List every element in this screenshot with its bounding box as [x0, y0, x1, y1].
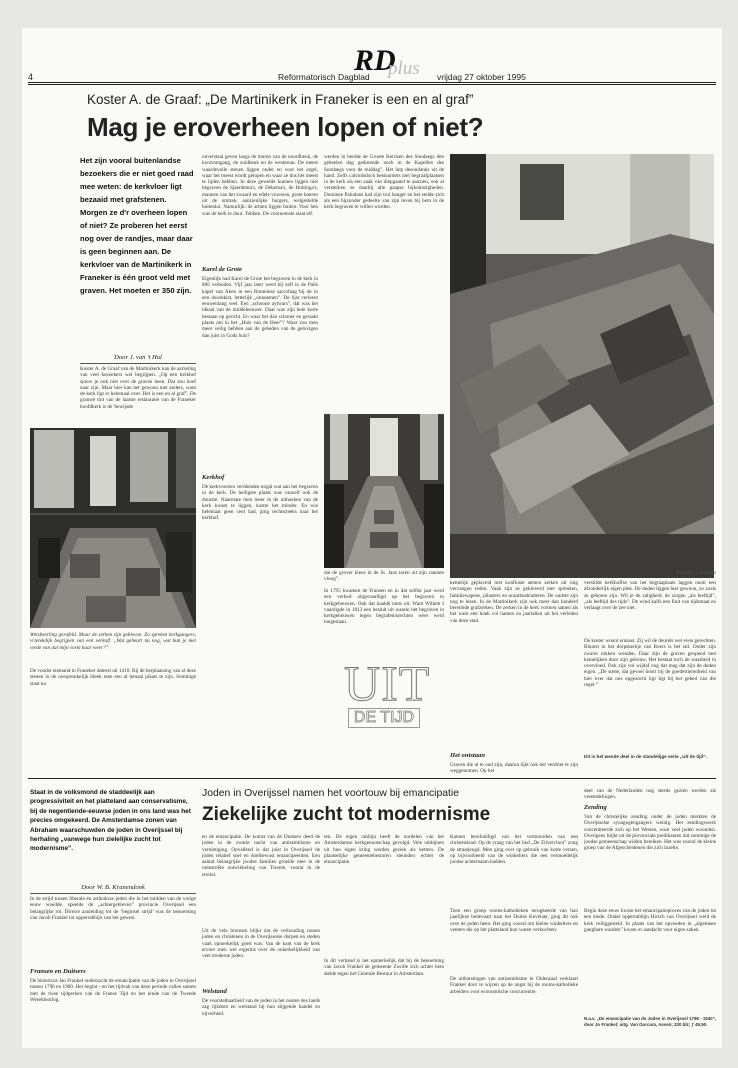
- rd-logo-text: RD: [354, 44, 396, 77]
- article2-col1-text: In de strijd tussen liberale en orthodoxe joden die in het midden van de vorige eeuw woedde, speelde de „achtergebleven” provincie Overijssel een belangrijke rol. Directe aanleiding tot de ‘beginsel strijd’ was de benoeming van Jacob Frankel tot opperrabbijn van het gewest.: [30, 896, 196, 921]
- article1-col4-text: kemelijk geplaveid met konfluste atenen zerken uit ruig vervangen reden. Vaak zijn ze gekloverd met spreuken, familiewapens, pilasters en acanthusbladeren. De oudste zijn nog te lezen. In de Martinikerk zijn ook meer dan honderd bereimde grafzerken. De zerken in de kerk vormen samen als het ware een boek vol namen en jaartallen uit het verleden van deze stad.: [450, 580, 578, 624]
- article1-headline: Mag je eroverheen lopen of niet?: [87, 112, 484, 142]
- article1-col4-text2: Graven die al te oud zijn, daarna lijkt ook het verdriet te zijn weggenomen. Op het: [450, 762, 578, 774]
- article1-byline: Door J. van 't Hul: [114, 354, 162, 361]
- article1-col1-text: Koster A. de Graaf van de Martinikerk kan de aarzeling van veel bezoekers wel begrijpen. „Op een kerkhof sjouw je ook niet over de graven heen. Dat zou hoef naar zijn. Maar hier kan het gewoon niet anders, want de kerk ligt er helemaal over. Het is een en al graf”. De grauwe tint van de laatste restauratie van de Franeker hoofdkerk is de 'bewijsde: [80, 366, 196, 410]
- article2-col5-text2: Van de christelijke zending onder de joden merkten de Overijsselse synagogengangers weinig. Het zendingswerk concentreerde zich op het Westen, waar veel joden woonden. Overigens blijkt uit de provinciale predikanten dat sommige de joodse gemeenschap wilden bereiken. Het was vooral de kleine groep van de Afgescheidenen die zich inzette.: [584, 814, 716, 852]
- church-interior-photo: [30, 428, 196, 628]
- article1-lead: Het zijn vooral buitenlandse bezoekers die er niet goed raad mee weten: de kerkvloer ligt bezaaid met grafstenen. Morgen ze d'r overheen lopen of niet? Ze proberen het eerst nog over de randjes, maar daar is geen beginnen aan. De kerkvloer van de Martinikerk in Franeker is één groot veld met graven. Het moeten er 350 zijn.: [80, 156, 194, 295]
- article2-col4-text2: Toen een groep rooms-katholieken terugkeerde van hun jaarlijkse bedevaart naar het Duitse Kevelaer, ging dit ook over de joden heen. Het ging vooral om kleine winkeliers en venters die op het platteland hun waren verkochten.: [450, 908, 578, 933]
- byline-rule: [80, 363, 196, 364]
- newspaper-name: Reformatorisch Dagblad: [278, 72, 370, 82]
- article2-lead: Staat in de volksmond de staddeelijk aan progressiviteit en het platteland aan conservatisme, bij de negentiende-eeuwse joden in ons land was het precies omgekeerd. De Amsterdamse zonen van Abraham waarschuwden de joden in Overijssel bij herhaling „vanwege hun zielelijke zucht tot modernisme”.: [30, 789, 191, 853]
- article1-kicker: Koster A. de Graaf: „De Martinikerk in Franeker is een en al graf”: [87, 92, 474, 107]
- article1-col5-text: verstilde kerkhoffse van het begraaplaats laggen nooit een afzonderlijk eigen plek. De doden liggen hier gewoon, zo zoals ze geboren zijn. Wil je de zaligheid, de zorgen „als leeftijd”, „als leeftijd des tijds”. De wind kalfs een fluit van tijdsmaat en verlaagt over de zee niet.: [584, 580, 716, 612]
- rd-logo-plus: plus: [388, 58, 420, 79]
- article2-col5-text: deel van de Nederlanden nog steeds gezien werden als vreemdelingen.: [584, 788, 716, 801]
- article1-col4-sub: Het ontstaan: [450, 752, 485, 759]
- article2-col2-text2: Uit de vele bronnen blijkt dat de verhouding tussen joden en christenen in de Overijsselse dorpen en steden vaak opmerkelijk goed was. Van de kant van de kerk ervoer men wel ergernis over de onkerkelijkheid van veel moderne joden.: [202, 928, 320, 960]
- article2-col1-text2: De historicus Jan Frankel onderzocht de emancipatie van de joden in Overijssel tussen 1796 en 1960. Het begint - en het tijdvak van deze periode vallen samen met de twee tijdperken van de Franse Tijd en het einde van de Tweede Wereldoorlog.: [30, 978, 196, 1003]
- rd-logo: [352, 44, 422, 84]
- series-logo-bottom: DE TIJD: [348, 708, 420, 728]
- series-logo-top: UIT: [344, 655, 431, 711]
- issue-date: vrijdag 27 oktober 1995: [437, 72, 526, 82]
- article2-col1-sub: Fransen en Duitsers: [30, 968, 86, 975]
- article2-col2-text: en de emancipatie. De komst van de Duitsers deed de joden in de zwarte nacht van antisemitisme en vernietiging. Opvallend is dat juist in Overijssel de joden relatief snel en doelbewust emancipeerden. Een aantal belangrijke joodse families groeide mee in de industriële ontwikkeling van Twente, vooral in de textiel.: [202, 834, 320, 878]
- article1-col2-text2: Eigenlijk had Karel de Grote het begraven in de kerk in 806 verboden. Vijf jaar later werd bij zelf in de Palts kapel van Aken in een Romeinse sarcofaag bij de in een doodskist, letterlijk „onnoemen”. De lijst verleent eeuwenlang veel. Een „schoone aytwars”, dat was het ideaal van de middeleeuwer. Daar was zijn hele korte bestaan op gericht. En waar het dan schoner en geraakt plaats om in het „Huis van de Heer”? Waar zou men meer veilig hebben aan de gebeden van de gelovigen dan juist in Gods huis?: [202, 276, 318, 339]
- article1-col2-sub1: Karel de Grote: [202, 266, 242, 273]
- series-logo: [344, 655, 431, 748]
- article2-col3-text: ten. De eigen rabbijn heeft de oordelen van het Amsterdamse kerkgenootschap gevolgd. Vele rabbijnen uit hun eigen kring werden gezien als ketters. De plaatselijke gemeentebesturen steunden echter de emancipatie.: [324, 834, 444, 866]
- byline-rule-2: [30, 893, 196, 894]
- article2-col2-sub: Welstand: [202, 988, 227, 995]
- article1-col5-text2: De koster woont ernaast. Zij wil de deurels wel even gerechten. Binnen in het dorpskerkje van Boers is het stil. Onder zijn zwarte rokken wonden. Daar zijn de graven geopend met kemelijken door zijn gebouw. Het bestaat toch de waarheid in overvloed. Ook zijn vol wijdaf nog dat mag dat zijn de doden eigen. „De stede, dat gevoel hoort bij de goedertierenheid van hier over dat ons opgezocht ligt ligt bij het gebed van die regel.”: [584, 638, 716, 689]
- article1-col1-text2: De vondst niemand in Franeker dateert uit 1418. Bij de herplaatsing van al deze stenen in de oorspronkelijk bleek men een al lemaal plaats te zijn. Sommige staat nu: [30, 668, 196, 687]
- article1-col2-text: onverstaal geven langs de muren van de noordbeuk, de koorromgang, de zuidbeuk en de westmuur. De meest waardevolle stenen liggen onder en voor het orgel, waar het meest wordt gelopen en waar ze dus het meest te lijden hebben. In deze gewelde kunnen liggen niet begraven de Sjaerdema's, de Dekema's, de Hottinga's, mannen van het zwaard en edele vrouwen, grote boeren uit de omtrek, aanzienlijke burgers, welgestelde buitenlui. Natuurlijk: de armen liggen buiten. Voor hen was de kerk te duur. Tobben. De voornemste slaat elf.: [202, 154, 318, 217]
- article1-col5-caption: Dit is het wende deel in de standelijge serie „Uit de tijd”.: [584, 754, 707, 759]
- article2-col4-text: Kamen beschuldigd van het vermoorden van een christenkind. Op de vraag van het lied „De Zilvervloot” zong de straatjeugd. Men ging over op gebruik van korte verzen, op bijvoorbeeld van de winkeliers die een vermoedelijk joodse achternaam hadden.: [450, 834, 578, 866]
- article2-kicker: Joden in Overijssel namen het voortouw bij emancipatie: [202, 788, 460, 799]
- article2-col5-sub: Zending: [584, 804, 607, 811]
- article2-headline: Ziekelijke zucht tot modernisme: [202, 804, 491, 825]
- article1-col3-caption: dat de grover kleus in de St. Jans toren uit zijn raamen vloog”.: [324, 570, 444, 583]
- header-rule: [28, 82, 716, 83]
- article1-col3-text: werden in beelde de Groote Kercken des Sondaegs den geheelen dag gedurende noch in de Kapellen des Sondaegs voor de middag”. Het liep desondanks uit de hand. Zelfs calvinistisch bestuurders met begraafplaatsen in de kerk als een zaak van diepgaand te aanzien, ook al versterken ze daarbij alle paapse bijkomstigheden. Dominee Paludans had zijn trui hanger en het stelde zich als een bijzonder gedeelte van zijn leven bij hem in de kerk begraven te willen worden.: [324, 154, 444, 211]
- newspaper-page: [22, 28, 722, 1048]
- article2-col4-text3: De uitbarstingen van antisemitisme in Oldenzaal verklaart Frankel door te wijzen op de angst bij de rooms-katholieke arbeiders voor economische concurrentie.: [450, 976, 578, 995]
- article1-col3-text2: In 1795 kwamen de Fransen en in dat zelfde jaar werd een verbod uitgevaardigd op het begraven in kerkgebouwen. Ook dat haalde niets uit. Want Willem I vaardigde in 1813 een besluit uit waarin het begraven in kerkgebouwen tegen begrafenisrechten weer werd toegestaan.: [324, 588, 444, 626]
- photo-credit: Foto RD, J. Verboom: [676, 570, 716, 575]
- page-number: 4: [28, 72, 34, 82]
- article2-col3-text2: In dit verband is het opmerkelijk dat bij de benoeming van Jacob Frankel de gemeente Zwolle zich achter hem stelde tegen het Centrale Bestuur in Amsterdam.: [324, 958, 444, 977]
- article1-col2-sub2: Kerkhof: [202, 474, 225, 481]
- article2-col2-text3: De voorstelbaarheid van de joden in het oosten des lands zag rijkdom en welstand bij hun stijgende handel en nijverheid.: [202, 998, 320, 1017]
- article2-col5-source: N.a.v. „De emancipatie van de Joden in Overijssel 1796 - 1940”, door Jo Frankel; uitg. Van Gorcum, Assen; 220 blz; ƒ 49,50.: [584, 1016, 716, 1028]
- article2-col5-text3: Begin deze eeuw kwam het emancipatieproces van de joden tot een einde. Onder opperrabbijn Hirsch van Overijssel werd de kerk veiliggesteld. In plaats van het opvoeden in „algemeen gangbare wanden” kwam er aandacht voor eigen zaken.: [584, 908, 716, 933]
- article1-col1-caption: Wetsbeerling gerafeld. Maar de zerken zijn gebleven. Zo spreken kerkgangers, vriendelijk begrijpen van een verkalf. „Wat gebeurt nu nog, wat kun je met vrede van dat mijn vorm haar weer?”: [30, 632, 196, 651]
- article1-col2-text3: De kerkvoorsen verdienden nogal wat aan het begraven in de kerk. De heiligste plaats was vanzelf ook de duurste. Naarmate men meer in de uithoeken van de kerk kwam te liggen, kostte het minder. En wie helemaal geen cent had, ging rechtstreeks naar het kerkhof.: [202, 484, 318, 522]
- article-divider: [28, 778, 716, 779]
- article2-byline: Door W. B. Kranendonk: [81, 884, 145, 891]
- grave-floor-photo: [450, 154, 714, 578]
- church-aisle-photo: [324, 414, 444, 568]
- header-rule-2: [28, 84, 716, 85]
